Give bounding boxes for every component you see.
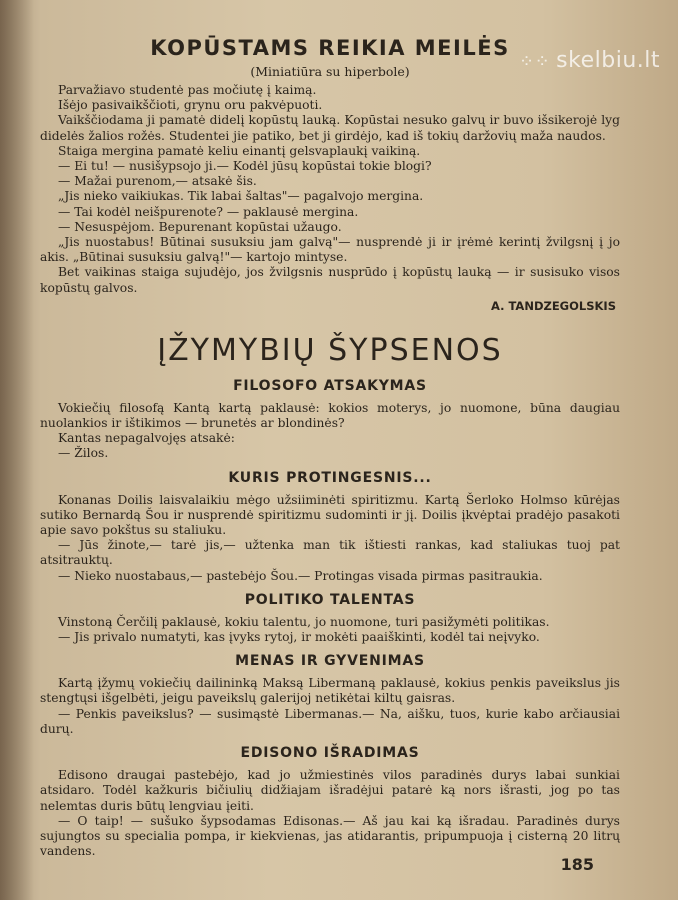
story-paragraph: „Jis nieko vaikiukas. Tik labai šaltas"— pagalvojo mergina. (58, 189, 424, 204)
page-content (40, 28, 620, 863)
story-paragraph: „Jis nuostabus! Būtinai susuksiu jam galvą"— nusprendė ji ir įrėmė kerintį žvilgsnį į jo akis. „Būtinai susuksiu galvą!"— kartojo mintyse. (40, 235, 620, 265)
story-paragraph: Staiga mergina pamatė keliu einantį gelsvaplaukį vaikiną. (58, 143, 421, 158)
section-paragraph: — Nieko nuostabaus,— pastebėjo Šou.— Protingas visada pirmas pasitraukia. (58, 568, 543, 583)
story-paragraph: Parvažiavo studentė pas močiutę į kaimą. (58, 83, 317, 97)
watermark-text: skelbiu.lt (556, 48, 660, 73)
story (40, 36, 620, 313)
watermark-dots-icon: ⁘⁘ (519, 51, 551, 72)
section-title: KURIS PROTINGESNIS... (228, 469, 432, 486)
story-paragraph: — Nesuspėjom. Bepurenant kopūstai užaugo. (58, 219, 342, 234)
story-paragraph: Bet vaikinas staiga sujudėjo, jos žvilgsnis nusprūdo į kopūstų lauką — ir susisuko visos kopūstų galvos. (40, 265, 620, 295)
section-title: EDISONO IŠRADIMAS (240, 745, 420, 762)
section-menas-ir-gyvenimas (40, 653, 620, 737)
story-paragraph: — Tai kodėl neišpurenote? — paklausė mergina. (58, 204, 359, 219)
section-filosofo-atsakymas (40, 378, 620, 462)
page-heading: ĮŽYMYBIŲ ŠYPSENOS (157, 332, 503, 368)
story-subtitle: (Miniatiūra su hiperbole) (250, 64, 410, 79)
page-number: 185 (560, 855, 594, 874)
section-paragraph: — Jis privalo numatyti, kas įvyks rytoj, ir mokėti paaiškinti, kodėl tai neįvyko. (58, 630, 540, 645)
section-paragraph: Vokiečių filosofą Kantą kartą paklausė: kokios moterys, jo nuomone, būna daugiau nuolankios ir ištikimos — brunetės ar blondinės? (40, 400, 620, 431)
story-paragraph: — Ei tu! — nusišypsojo ji.— Kodėl jūsų kopūstai tokie blogi? (58, 159, 432, 174)
story-paragraph: Išėjo pasivaikščioti, grynu oru pakvėpuoti. (58, 98, 323, 113)
section-paragraph: — Jūs žinote,— tarė jis,— užtenka man tik ištiesti rankas, kad staliukas tuoj pat atsitrauktų. (40, 538, 620, 568)
section-paragraph: Vinstoną Čerčilį paklausė, kokiu talentu, jo nuomone, turi pasižymėti politikas. (58, 614, 550, 629)
section-paragraph: Kartą įžymų vokiečių dailininką Maksą Libermaną paklausė, kokius penkis paveikslus jis stengtųsi išgelbėti, jeigu paveikslų galerijoj netikėtai kiltų gaisras. (40, 676, 620, 706)
story-title: KOPŪSTAMS REIKIA MEILĖS (150, 36, 510, 60)
section-paragraph: — O taip! — sušuko šypsodamas Edisonas.— Aš jau kai ką išradau. Paradinės durys sujungtos su specialia pompa, ir kiekvienas, jas atidarantis, pripumpuoja į cisterną 20 litrų vandens. (40, 813, 620, 859)
section-title: FILOSOFO ATSAKYMAS (233, 377, 427, 394)
section-edisono-isradimas (40, 745, 620, 859)
section-paragraph: — Žilos. (58, 446, 109, 461)
section-paragraph: Edisono draugai pastebėjo, kad jo užmiestinės vilos paradinės durys labai sunkiai atsidaro. Todėl kažkuris bičiulių didžiajam išradėjui patarė ką nors išrasti, jog po tas nelemtas duris būtų lengviau įeiti. (40, 768, 620, 813)
section-kuris-protingesnis (40, 470, 620, 584)
section-paragraph: — Penkis paveikslus? — susimąstė Libermanas.— Na, aišku, tuos, kurie kabo arčiausiai durų. (40, 706, 620, 736)
section-paragraph: Kantas nepagalvojęs atsakė: (58, 431, 235, 446)
section-paragraph: Konanas Doilis laisvalaikiu mėgo užsiiminėti spiritizmu. Kartą Šerloko Holmso kūrėjas sutiko Bernardą Šou ir nusprendė spiritizmu sudominti ir jį. Doilis įkvėptai pradėjo pasakoti apie savo pokštus su staliuku. (40, 492, 620, 538)
section-title: POLITIKO TALENTAS (244, 591, 416, 608)
section-politiko-talentas (40, 592, 620, 645)
story-paragraph: Vaikščiodama ji pamatė didelį kopūstų lauką. Kopūstai nesuko galvų ir buvo išsikerojė lyg didelės žalios rožės. Studentei jie patiko, bet ji girdėjo, kad iš tokių daržovių maža naudos. (40, 113, 620, 143)
story-author: A. TANDZEGOLSKIS (490, 298, 616, 313)
section-title: MENAS IR GYVENIMAS (235, 653, 425, 670)
story-paragraph: — Mažai purenom,— atsakė šis. (58, 174, 257, 189)
